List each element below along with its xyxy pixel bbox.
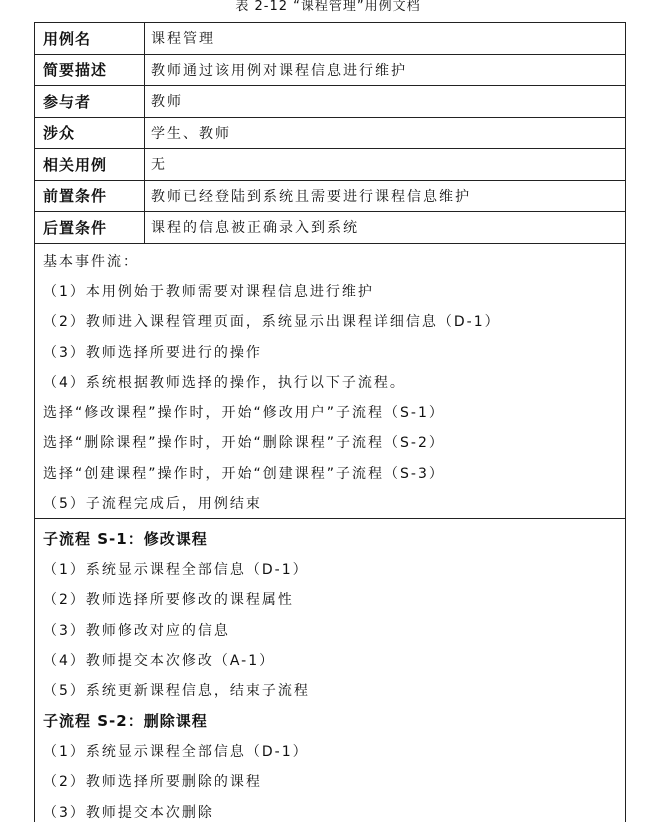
table-row [35, 55, 625, 87]
table-caption: 表 2-12 “课程管理”用例文档 [235, 0, 421, 14]
flow-step: 选择“修改课程”操作时，开始“修改用户”子流程（S-1） [43, 405, 445, 422]
flow-step: （2）教师进入课程管理页面，系统显示出课程详细信息（D-1） [43, 314, 501, 331]
row-key: 相关用例 [35, 149, 145, 180]
subflow-step: （4）教师提交本次修改（A-1） [43, 652, 276, 669]
subflow-step: （3）教师提交本次删除 [43, 804, 214, 821]
row-value: 教师已经登陆到系统且需要进行课程信息维护 [151, 188, 471, 205]
table-row [35, 149, 625, 181]
row-key: 参与者 [35, 86, 145, 117]
flow-heading: 基本事件流： [43, 253, 139, 270]
table-row [35, 212, 625, 244]
row-key: 用例名 [35, 23, 145, 54]
table-row [35, 23, 625, 55]
basic-flow-section [35, 244, 625, 520]
subflow-step: （3）教师修改对应的信息 [43, 622, 230, 639]
row-key: 简要描述 [35, 55, 145, 86]
subflow-title: 子流程 S-2：删除课程 [43, 712, 208, 731]
subflow-section [35, 519, 625, 827]
subflow-step: （2）教师选择所要删除的课程 [43, 774, 262, 791]
table-row [35, 118, 625, 150]
table-row [35, 181, 625, 213]
subflow-step: （1）系统显示课程全部信息（D-1） [43, 744, 309, 761]
row-value: 无 [151, 157, 167, 174]
flow-step: 选择“创建课程”操作时，开始“创建课程”子流程（S-3） [43, 465, 445, 482]
flow-step: 选择“删除课程”操作时，开始“删除课程”子流程（S-2） [43, 435, 445, 452]
row-value: 课程管理 [151, 31, 215, 48]
flow-step: （3）教师选择所要进行的操作 [43, 344, 262, 361]
table-row [35, 86, 625, 118]
row-key: 涉众 [35, 118, 145, 149]
flow-step: （5）子流程完成后，用例结束 [43, 496, 262, 513]
flow-step: （1）本用例始于教师需要对课程信息进行维护 [43, 283, 374, 300]
use-case-table [34, 22, 626, 822]
subflow-title: 子流程 S-1：修改课程 [43, 529, 208, 548]
subflow-step: （1）系统显示课程全部信息（D-1） [43, 561, 309, 578]
flow-step: （4）系统根据教师选择的操作，执行以下子流程。 [43, 374, 406, 391]
row-value: 教师 [151, 94, 183, 111]
subflow-step: （2）教师选择所要修改的课程属性 [43, 592, 294, 609]
row-value: 学生、教师 [151, 125, 231, 142]
row-key: 后置条件 [35, 212, 145, 243]
row-key: 前置条件 [35, 181, 145, 212]
row-value: 课程的信息被正确录入到系统 [151, 220, 359, 237]
subflow-step: （5）系统更新课程信息，结束子流程 [43, 683, 310, 700]
row-value: 教师通过该用例对课程信息进行维护 [151, 62, 407, 79]
